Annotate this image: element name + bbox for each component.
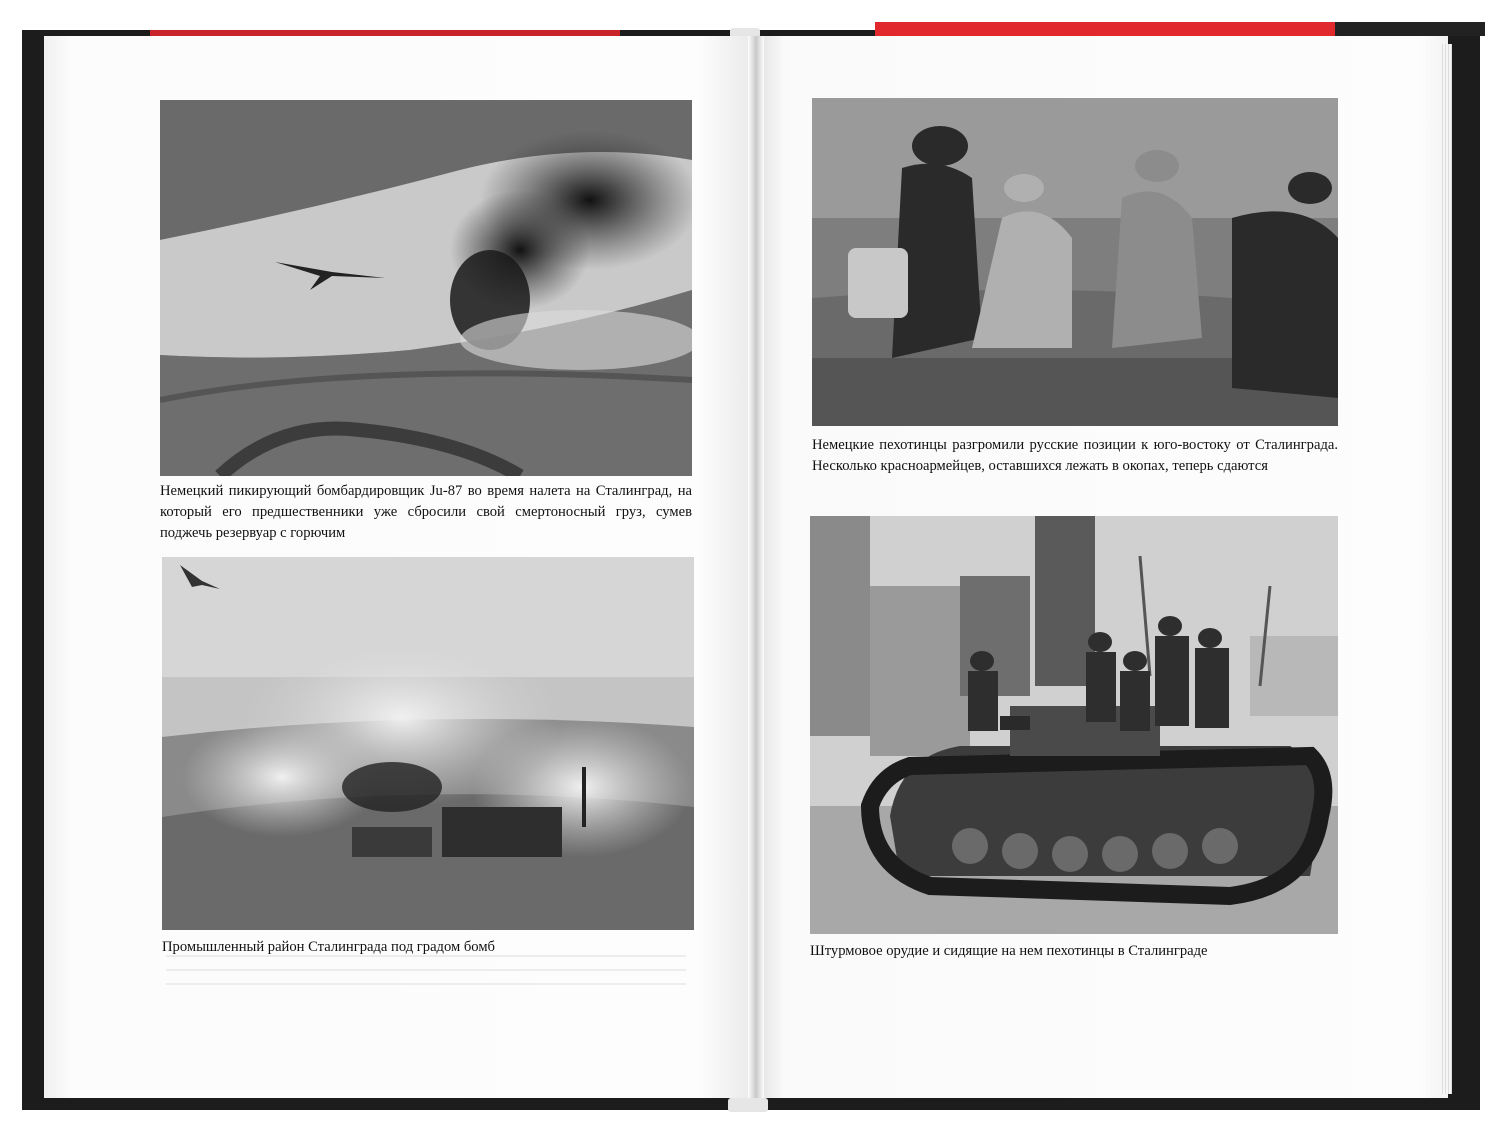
caption-infantry-surrender: Немецкие пехотинцы разгромили русские позиции к юго-востоку от Сталинграда. Несколько красноармейцев, оставшихся лежать в окопах, теперь сдаются [812,437,1338,474]
photo-infantry-surrender [812,98,1338,426]
caption-industrial-district: Промышленный район Сталинграда под градом бомб [162,939,495,955]
book-gutter [748,36,764,1098]
photo-ju87-bombing [160,100,692,476]
bleed-through-text [166,955,686,995]
caption-assault-gun: Штурмовое орудие и сидящие на нем пехотинцы в Сталинграде [810,943,1208,959]
caption-ju87-bombing: Немецкий пикирующий бомбардировщик Ju-87 во время налета на Сталинград, на который его предшественники уже сбросили свой смертоносный груз, сумев поджечь резервуар с горючим [160,483,692,541]
bookmark-ribbon-bottom [728,1098,768,1112]
cover-dark-stripe-right [1335,22,1485,36]
photo-industrial-district-bombing [162,557,694,930]
cover-red-stripe-right [875,22,1335,36]
page-edges [1440,44,1452,1094]
photo-assault-gun [810,516,1338,934]
